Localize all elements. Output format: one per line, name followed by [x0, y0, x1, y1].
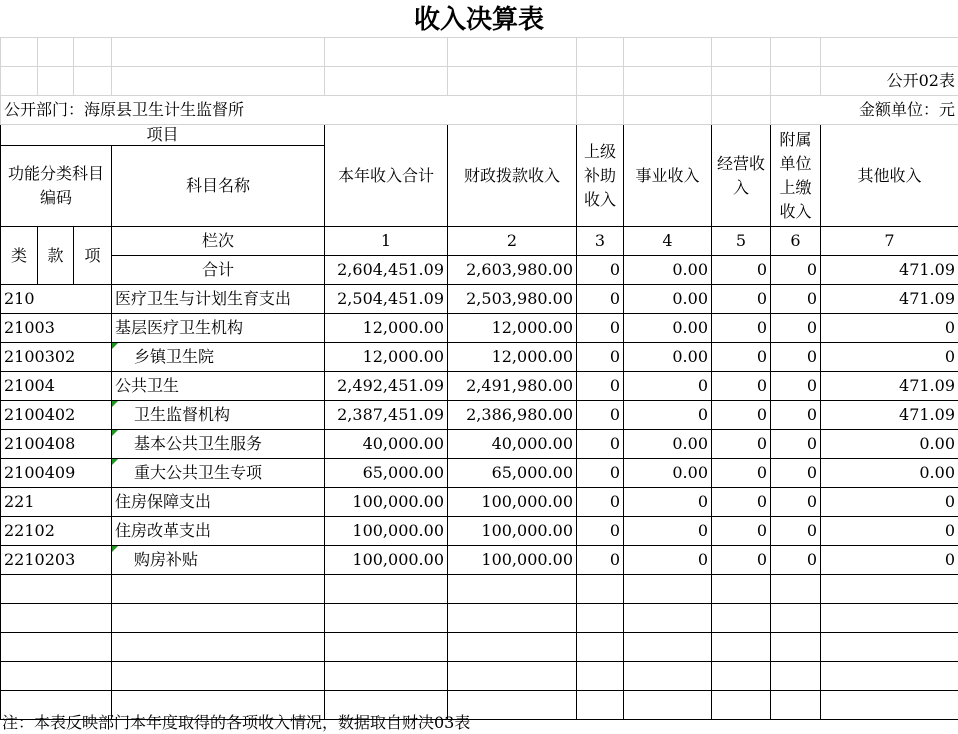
value-cell: 0	[771, 430, 821, 459]
value-cell: 12,000.00	[325, 314, 448, 343]
value-cell: 0.00	[624, 459, 712, 488]
total-cell: 0	[771, 256, 821, 285]
table-row	[1, 488, 958, 517]
header-other: 其他收入	[821, 125, 958, 227]
value-cell: 0.00	[624, 430, 712, 459]
col-num: 6	[771, 227, 821, 256]
header-lanci: 栏次	[112, 227, 325, 256]
value-cell: 0	[821, 517, 958, 546]
table-row	[1, 459, 958, 488]
department-label: 公开部门：海原县卫生计生监督所	[1, 96, 577, 125]
value-cell: 0	[624, 401, 712, 430]
total-cell: 0	[712, 256, 771, 285]
total-cell: 0	[577, 256, 624, 285]
function-code: 2100408	[1, 430, 112, 459]
value-cell: 2,492,451.09	[325, 372, 448, 401]
subject-name: 购房补贴	[112, 546, 325, 575]
value-cell: 0	[712, 488, 771, 517]
empty-row	[1, 604, 958, 633]
value-cell: 2,386,980.00	[448, 401, 577, 430]
function-code: 2100409	[1, 459, 112, 488]
total-cell: 2,603,980.00	[448, 256, 577, 285]
value-cell: 0	[771, 488, 821, 517]
value-cell: 12,000.00	[448, 343, 577, 372]
value-cell: 0	[624, 488, 712, 517]
value-cell: 100,000.00	[325, 517, 448, 546]
subject-name: 卫生监督机构	[112, 401, 325, 430]
value-cell: 12,000.00	[325, 343, 448, 372]
total-cell: 2,604,451.09	[325, 256, 448, 285]
function-code: 221	[1, 488, 112, 517]
table-row	[1, 546, 958, 575]
total-label: 合计	[112, 256, 325, 285]
value-cell: 0	[712, 459, 771, 488]
value-cell: 0.00	[821, 430, 958, 459]
value-cell: 0	[821, 343, 958, 372]
value-cell: 0	[771, 459, 821, 488]
total-row	[1, 256, 958, 285]
value-cell: 0	[577, 546, 624, 575]
header-superior: 上级补助收入	[577, 125, 624, 227]
value-cell: 0	[712, 314, 771, 343]
empty-row	[1, 575, 958, 604]
function-code: 2210203	[1, 546, 112, 575]
value-cell: 0.00	[624, 314, 712, 343]
value-cell: 0	[821, 546, 958, 575]
value-cell: 0.00	[624, 285, 712, 314]
table-row	[1, 517, 958, 546]
function-code: 21003	[1, 314, 112, 343]
value-cell: 40,000.00	[448, 430, 577, 459]
value-cell: 471.09	[821, 285, 958, 314]
value-cell: 0	[577, 285, 624, 314]
value-cell: 0	[577, 517, 624, 546]
value-cell: 2,504,451.09	[325, 285, 448, 314]
dept-row	[1, 96, 958, 125]
value-cell: 0	[712, 430, 771, 459]
col-num: 3	[577, 227, 624, 256]
subject-name: 基层医疗卫生机构	[112, 314, 325, 343]
value-cell: 100,000.00	[325, 546, 448, 575]
value-cell: 0.00	[624, 343, 712, 372]
header-subject-name: 科目名称	[112, 146, 325, 227]
value-cell: 0	[712, 372, 771, 401]
value-cell: 471.09	[821, 401, 958, 430]
value-cell: 0	[577, 372, 624, 401]
header-kuan: 款	[38, 227, 74, 285]
subject-name: 乡镇卫生院	[112, 343, 325, 372]
table-row	[1, 372, 958, 401]
value-cell: 0	[821, 314, 958, 343]
header-xiang: 项	[74, 227, 112, 285]
value-cell: 471.09	[821, 372, 958, 401]
header-business: 事业收入	[624, 125, 712, 227]
value-cell: 0	[771, 314, 821, 343]
table-row	[1, 343, 958, 372]
table-no-row	[1, 67, 958, 96]
header-total: 本年收入合计	[325, 125, 448, 227]
unit-label: 金额单位：元	[771, 96, 958, 125]
value-cell: 2,491,980.00	[448, 372, 577, 401]
subject-name: 重大公共卫生专项	[112, 459, 325, 488]
value-cell: 0	[771, 372, 821, 401]
function-code: 2100402	[1, 401, 112, 430]
function-code: 21004	[1, 372, 112, 401]
col-num: 7	[821, 227, 958, 256]
value-cell: 12,000.00	[448, 314, 577, 343]
value-cell: 0	[624, 546, 712, 575]
subject-name: 基本公共卫生服务	[112, 430, 325, 459]
value-cell: 0	[712, 517, 771, 546]
function-code: 22102	[1, 517, 112, 546]
value-cell: 100,000.00	[325, 488, 448, 517]
total-cell: 471.09	[821, 256, 958, 285]
value-cell: 0	[577, 488, 624, 517]
header-affiliated: 附属单位上缴收入	[771, 125, 821, 227]
value-cell: 0	[624, 372, 712, 401]
subject-name: 医疗卫生与计划生育支出	[112, 285, 325, 314]
value-cell: 0	[577, 343, 624, 372]
value-cell: 100,000.00	[448, 517, 577, 546]
value-cell: 0	[624, 517, 712, 546]
value-cell: 2,503,980.00	[448, 285, 577, 314]
value-cell: 100,000.00	[448, 546, 577, 575]
value-cell: 0	[771, 546, 821, 575]
function-code: 2100302	[1, 343, 112, 372]
page-title: 收入决算表	[413, 5, 544, 35]
header-row-3	[1, 227, 958, 256]
value-cell: 0	[771, 285, 821, 314]
value-cell: 0	[577, 314, 624, 343]
value-cell: 100,000.00	[448, 488, 577, 517]
value-cell: 0	[577, 430, 624, 459]
value-cell: 0	[771, 517, 821, 546]
subject-name: 公共卫生	[112, 372, 325, 401]
value-cell: 65,000.00	[448, 459, 577, 488]
header-row-1	[1, 125, 958, 146]
value-cell: 0	[712, 401, 771, 430]
table-row	[1, 401, 958, 430]
value-cell: 0	[712, 285, 771, 314]
col-num: 5	[712, 227, 771, 256]
col-num: 1	[325, 227, 448, 256]
income-table	[0, 37, 958, 720]
header-func-code: 功能分类科目编码	[1, 146, 112, 227]
value-cell: 2,387,451.09	[325, 401, 448, 430]
value-cell: 0	[771, 343, 821, 372]
subject-name: 住房改革支出	[112, 517, 325, 546]
value-cell: 0	[821, 488, 958, 517]
table-row	[1, 285, 958, 314]
subject-name: 住房保障支出	[112, 488, 325, 517]
value-cell: 0	[712, 343, 771, 372]
value-cell: 0	[577, 459, 624, 488]
header-operation: 经营收入	[712, 125, 771, 227]
table-number: 公开02表	[821, 67, 958, 96]
value-cell: 40,000.00	[325, 430, 448, 459]
col-num: 4	[624, 227, 712, 256]
header-fiscal: 财政拨款收入	[448, 125, 577, 227]
header-lei: 类	[1, 227, 38, 285]
table-row	[1, 430, 958, 459]
function-code: 210	[1, 285, 112, 314]
blank-row	[1, 38, 958, 67]
header-item: 项目	[1, 125, 325, 146]
value-cell: 0.00	[821, 459, 958, 488]
value-cell: 0	[577, 401, 624, 430]
empty-row	[1, 633, 958, 662]
value-cell: 0	[771, 401, 821, 430]
footer-note: 注：本表反映部门本年度取得的各项收入情况，数据取自财决03表	[2, 713, 471, 732]
empty-row	[1, 662, 958, 691]
total-cell: 0.00	[624, 256, 712, 285]
table-row	[1, 314, 958, 343]
value-cell: 0	[712, 546, 771, 575]
col-num: 2	[448, 227, 577, 256]
value-cell: 65,000.00	[325, 459, 448, 488]
